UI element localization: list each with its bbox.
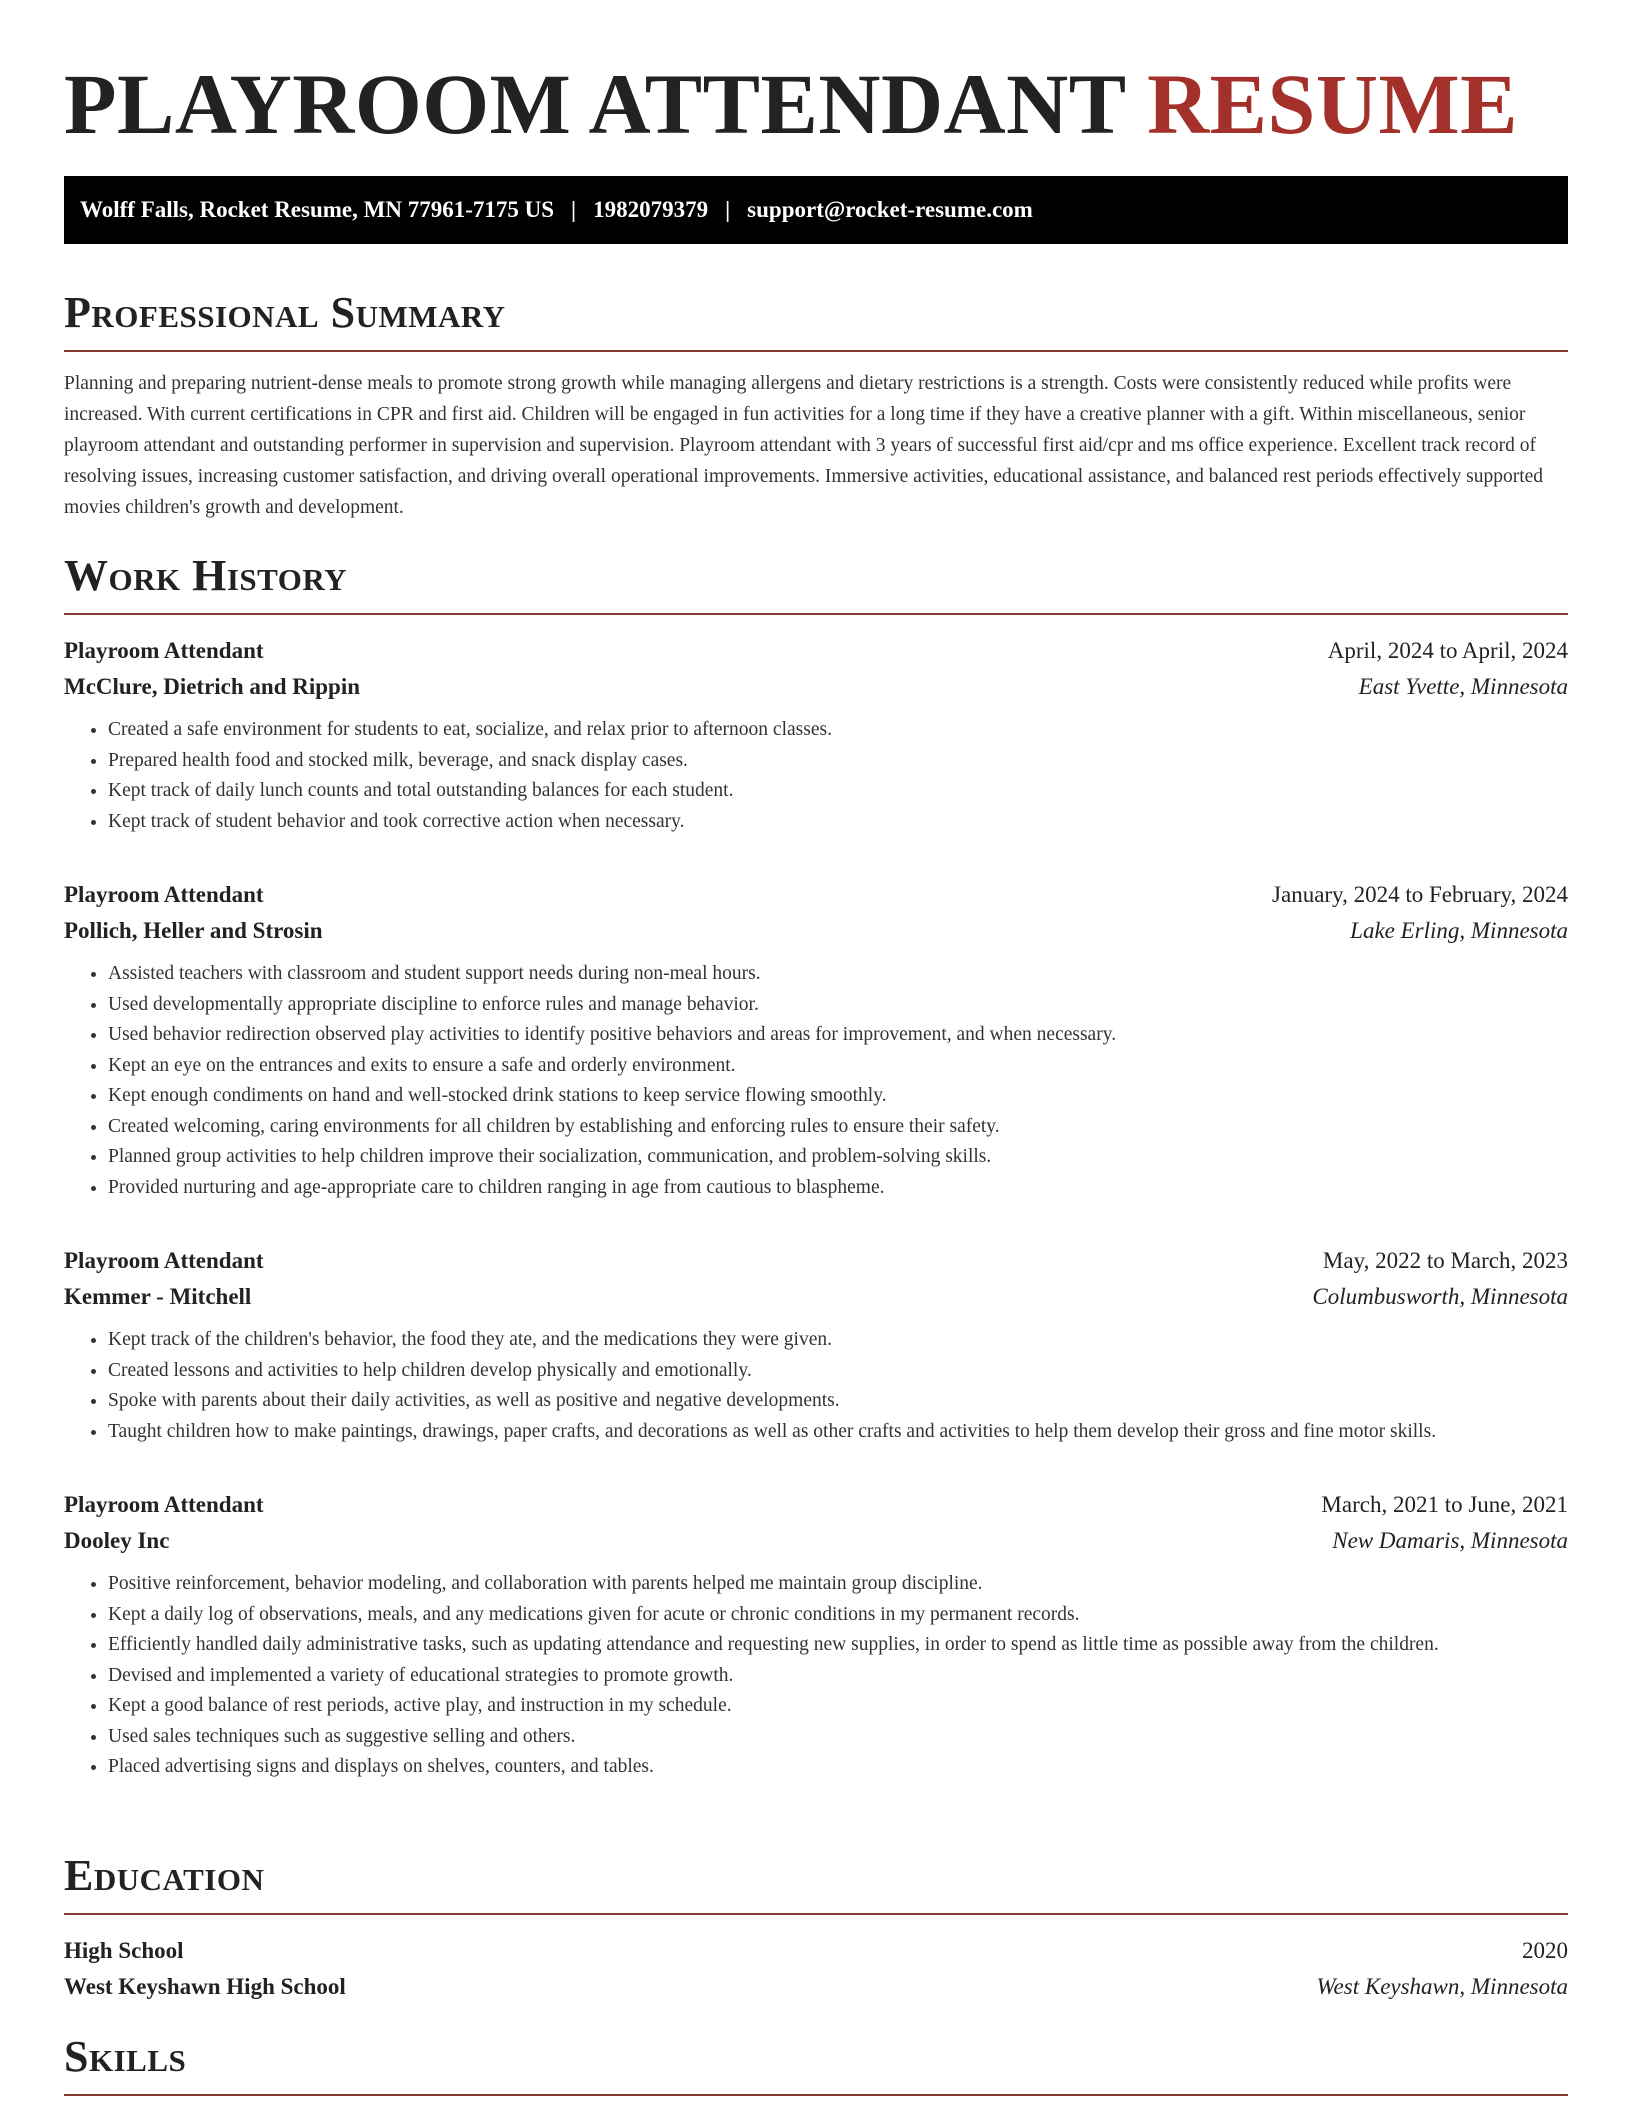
- contact-email: support@rocket-resume.com: [747, 197, 1033, 222]
- job-bullet: • Used developmentally appropriate discipline to enforce rules and manage behavior.: [108, 990, 1568, 1021]
- education-heading: Education: [64, 1851, 1568, 1915]
- education-school: West Keyshawn High School: [64, 1974, 346, 1999]
- job-dates: May, 2022 to March, 2023: [1322, 1248, 1568, 1273]
- job-company: McClure, Dietrich and Rippin: [64, 674, 361, 699]
- job-bullet: • Prepared health food and stocked milk, beverage, and snack display cases.: [108, 746, 1568, 777]
- job-bullet: • Positive reinforcement, behavior modeling, and collaboration with parents helped me maintain group discipline.: [108, 1569, 1568, 1600]
- job-dates: January, 2024 to February, 2024: [1272, 882, 1568, 907]
- job-bullet: • Created a safe environment for students to eat, socialize, and relax prior to afternoon classes.: [108, 715, 1568, 746]
- job-bullet: • Kept an eye on the entrances and exits to ensure a safe and orderly environment.: [108, 1051, 1568, 1082]
- job-bullet: • Provided nurturing and age-appropriate care to children ranging in age from cautious to blaspheme.: [108, 1173, 1568, 1204]
- contact-phone: 1982079379: [593, 197, 709, 222]
- job-location: Lake Erling, Minnesota: [1350, 918, 1568, 943]
- job-bullet: • Created welcoming, caring environments for all children by establishing and enforcing rules to ensure their safety.: [108, 1112, 1568, 1143]
- job-company: Pollich, Heller and Strosin: [64, 918, 323, 943]
- job-bullet: • Placed advertising signs and displays on shelves, counters, and tables.: [108, 1752, 1568, 1783]
- job-title: Playroom Attendant: [64, 638, 264, 663]
- job-title: Playroom Attendant: [64, 1492, 264, 1517]
- job-bullet: • Kept track of student behavior and took corrective action when necessary.: [108, 807, 1568, 838]
- education-degree: High School: [64, 1938, 184, 1963]
- job-company: Dooley Inc: [64, 1528, 170, 1553]
- resume-title-main: PLAYROOM ATTENDANT: [64, 56, 1126, 152]
- job-bullet: • Spoke with parents about their daily activities, as well as positive and negative developments.: [108, 1386, 1568, 1417]
- education-entry: [64, 1933, 1568, 2005]
- job-entry: [64, 633, 1568, 837]
- work-history-heading: Work History: [64, 551, 1568, 615]
- job-bullets: [64, 959, 1568, 1203]
- resume-title: [64, 56, 1518, 152]
- job-entry: [64, 1487, 1568, 1783]
- job-location: Columbusworth, Minnesota: [1312, 1284, 1568, 1309]
- education-location: West Keyshawn, Minnesota: [1316, 1974, 1568, 1999]
- contact-bar: [64, 176, 1568, 244]
- job-bullet: • Kept track of daily lunch counts and total outstanding balances for each student.: [108, 776, 1568, 807]
- contact-separator: |: [725, 197, 731, 222]
- job-bullets: [64, 1325, 1568, 1447]
- job-title: Playroom Attendant: [64, 882, 264, 907]
- job-entry: [64, 1243, 1568, 1447]
- job-bullet: • Kept a daily log of observations, meals, and any medications given for acute or chronic conditions in my permanent records.: [108, 1600, 1568, 1631]
- education-year: 2020: [1522, 1938, 1568, 1963]
- contact-separator: |: [571, 197, 577, 222]
- job-bullet: • Used sales techniques such as suggestive selling and others.: [108, 1722, 1568, 1753]
- job-bullet: • Created lessons and activities to help children develop physically and emotionally.: [108, 1356, 1568, 1387]
- contact-address: Wolff Falls, Rocket Resume, MN 77961-7175 US: [80, 197, 555, 222]
- job-bullet: • Kept track of the children's behavior, the food they ate, and the medications they were given.: [108, 1325, 1568, 1356]
- job-bullet: • Efficiently handled daily administrative tasks, such as updating attendance and requesting new supplies, in order to spend as little time as possible away from the children.: [108, 1630, 1568, 1661]
- job-entry: [64, 877, 1568, 1203]
- job-bullet: • Devised and implemented a variety of educational strategies to promote growth.: [108, 1661, 1568, 1692]
- job-bullets: [64, 715, 1568, 837]
- job-bullet: • Used behavior redirection observed play activities to identify positive behaviors and areas for improvement, and when necessary.: [108, 1020, 1568, 1051]
- job-company: Kemmer - Mitchell: [64, 1284, 252, 1309]
- resume-title-accent: RESUME: [1147, 56, 1519, 152]
- job-location: New Damaris, Minnesota: [1332, 1528, 1568, 1553]
- summary-heading: Professional Summary: [64, 288, 1568, 352]
- job-location: East Yvette, Minnesota: [1358, 674, 1568, 699]
- job-dates: April, 2024 to April, 2024: [1327, 638, 1568, 663]
- summary-text: Planning and preparing nutrient-dense meals to promote strong growth while managing allergens and dietary restrictions is a strength. Costs were consistently reduced while profits were increased. With current certifications in CPR and first aid. Children will be engaged in fun activities for a long time if they have a creative planner with a gift. Within miscellaneous, senior playroom attendant and outstanding performer in supervision and supervision. Playroom attendant with 3 years of successful first aid/cpr and ms office experience. Excellent track record of resolving issues, increasing customer satisfaction, and driving overall operational improvements. Immersive activities, educational assistance, and balanced rest periods effectively supported movies children's growth and development.: [64, 373, 1544, 518]
- job-bullet: • Taught children how to make paintings, drawings, paper crafts, and decorations as well as other crafts and activities to help them develop their gross and fine motor skills.: [108, 1417, 1568, 1448]
- job-bullets: [64, 1569, 1568, 1783]
- job-bullet: • Kept enough condiments on hand and well-stocked drink stations to keep service flowing smoothly.: [108, 1081, 1568, 1112]
- job-title: Playroom Attendant: [64, 1248, 264, 1273]
- job-bullet: • Kept a good balance of rest periods, active play, and instruction in my schedule.: [108, 1691, 1568, 1722]
- job-bullet: • Planned group activities to help children improve their socialization, communication, and problem-solving skills.: [108, 1142, 1568, 1173]
- skills-heading: Skills: [64, 2032, 1568, 2096]
- job-dates: March, 2021 to June, 2021: [1321, 1492, 1568, 1517]
- job-bullet: • Assisted teachers with classroom and student support needs during non-meal hours.: [108, 959, 1568, 990]
